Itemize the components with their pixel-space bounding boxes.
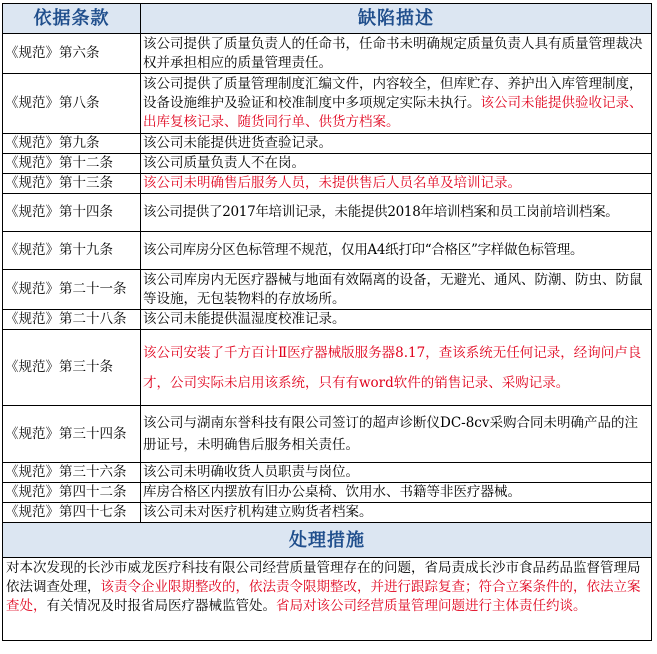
header-clause: 依据条款 bbox=[3, 4, 141, 34]
clause-cell: 《规范》第三十六条 bbox=[3, 463, 141, 483]
table-header bbox=[3, 4, 652, 34]
measures-cell bbox=[3, 558, 652, 641]
table-row bbox=[3, 503, 652, 523]
clause-cell: 《规范》第九条 bbox=[3, 134, 141, 154]
table-row bbox=[3, 232, 652, 270]
table-row bbox=[3, 154, 652, 174]
measures-header bbox=[3, 523, 652, 558]
defect-cell bbox=[141, 134, 652, 154]
clause-cell: 《规范》第八条 bbox=[3, 74, 141, 134]
defect-text: 该公司与湖南东誉科技有限公司签订的超声诊断仪DC-8cv采购合同未明确产品的注册证号，未明确售后服务相关责任。 bbox=[143, 415, 638, 453]
measures-text-3: 有关情况及时报省局医疗器械监管处。 bbox=[46, 598, 276, 614]
defects-document bbox=[2, 3, 652, 641]
clause-cell: 《规范》第十九条 bbox=[3, 232, 141, 270]
defect-text: 该公司未能提供温湿度校准记录。 bbox=[143, 311, 346, 327]
defect-text: 该公司提供了质量管理制度汇编文件，内容较全，但库贮存、养护出入库管理制度，设备设施维护及验证和校准制度中多项规定实际未执行。 bbox=[143, 76, 643, 111]
defect-text: 该公司提供了2017年培训记录，未能提供2018年培训档案和员工岗前培训档案。 bbox=[143, 204, 619, 220]
defect-text: 该公司未明确收货人员职责与岗位。 bbox=[143, 464, 359, 480]
table-row bbox=[3, 406, 652, 463]
defect-text: 库房合格区内摆放有旧办公桌椅、饮用水、书籍等非医疗器械。 bbox=[143, 484, 521, 500]
table-row bbox=[3, 270, 652, 310]
defect-cell bbox=[141, 463, 652, 483]
measures-title: 处理措施 bbox=[3, 523, 652, 558]
table-row bbox=[3, 194, 652, 232]
table-row bbox=[3, 310, 652, 330]
defect-text: 该公司提供了质量负责人的任命书，任命书未明确规定质量负责人具有质量管理裁决权并承担相应的质量管理责任。 bbox=[143, 35, 643, 71]
measures-text-2: 该责令企业限期整改的，依法责令限期整改，并进行跟踪复查；符合立案条件的，依法立案查处， bbox=[6, 579, 641, 614]
defect-text-red: 该公司未能提供验收记录、出库复核记录、随货同行单、供货方档案。 bbox=[143, 95, 643, 130]
header-defect: 缺陷描述 bbox=[141, 4, 652, 34]
clause-cell: 《规范》第十三条 bbox=[3, 174, 141, 194]
clause-cell: 《规范》第三十四条 bbox=[3, 406, 141, 463]
clause-cell: 《规范》第二十八条 bbox=[3, 310, 141, 330]
defect-cell bbox=[141, 154, 652, 174]
defect-text-red: 该公司安装了千方百计Ⅱ医疗器械版服务器8.17，查该系统无任何记录，经询问卢良才，公司实际未启用该系统，只有有word软件的销售记录、采购记录。 bbox=[143, 344, 642, 391]
clause-cell: 《规范》第四十二条 bbox=[3, 483, 141, 503]
defect-cell bbox=[141, 503, 652, 523]
defect-text-red: 该公司未明确售后服务人员，未提供售后人员名单及培训记录。 bbox=[143, 175, 521, 191]
defect-cell bbox=[141, 232, 652, 270]
clause-cell: 《规范》第十四条 bbox=[3, 194, 141, 232]
measures-text-1: 对本次发现的长沙市威龙医疗科技有限公司经营质量管理存在的问题，省局责成长沙市食品药品监督管理局依法调查处理， bbox=[6, 560, 641, 595]
defect-cell bbox=[141, 74, 652, 134]
clause-cell: 《规范》第二十一条 bbox=[3, 270, 141, 310]
defect-cell bbox=[141, 406, 652, 463]
measures-text-4: 省局对该公司经营质量管理问题进行主体责任约谈。 bbox=[276, 598, 587, 614]
defect-text: 该公司质量负责人不在岗。 bbox=[143, 155, 305, 171]
defect-cell bbox=[141, 194, 652, 232]
clause-cell: 《规范》第十二条 bbox=[3, 154, 141, 174]
defect-cell bbox=[141, 270, 652, 310]
defect-cell bbox=[141, 483, 652, 503]
defects-table bbox=[2, 3, 652, 641]
defect-text: 该公司未对医疗机构建立购货者档案。 bbox=[143, 504, 373, 520]
defect-cell bbox=[141, 310, 652, 330]
clause-cell: 《规范》第三十条 bbox=[3, 330, 141, 406]
defect-text: 该公司未能提供进货查验记录。 bbox=[143, 135, 332, 151]
defect-cell bbox=[141, 174, 652, 194]
table-row bbox=[3, 134, 652, 154]
table-row bbox=[3, 330, 652, 406]
measures-row bbox=[3, 558, 652, 641]
defect-text: 该公司库房分区色标管理不规范，仅用A4纸打印“合格区”字样做色标管理。 bbox=[143, 242, 584, 258]
table-row bbox=[3, 34, 652, 74]
defect-cell bbox=[141, 330, 652, 406]
clause-cell: 《规范》第四十七条 bbox=[3, 503, 141, 523]
table-row bbox=[3, 483, 652, 503]
defect-text: 该公司库房内无医疗器械与地面有效隔离的设备，无避光、通风、防潮、防虫、防鼠等设施，无包装物料的存放场所。 bbox=[143, 271, 643, 307]
clause-cell: 《规范》第六条 bbox=[3, 34, 141, 74]
table-row bbox=[3, 174, 652, 194]
table-row bbox=[3, 74, 652, 134]
table-row bbox=[3, 463, 652, 483]
defect-cell bbox=[141, 34, 652, 74]
